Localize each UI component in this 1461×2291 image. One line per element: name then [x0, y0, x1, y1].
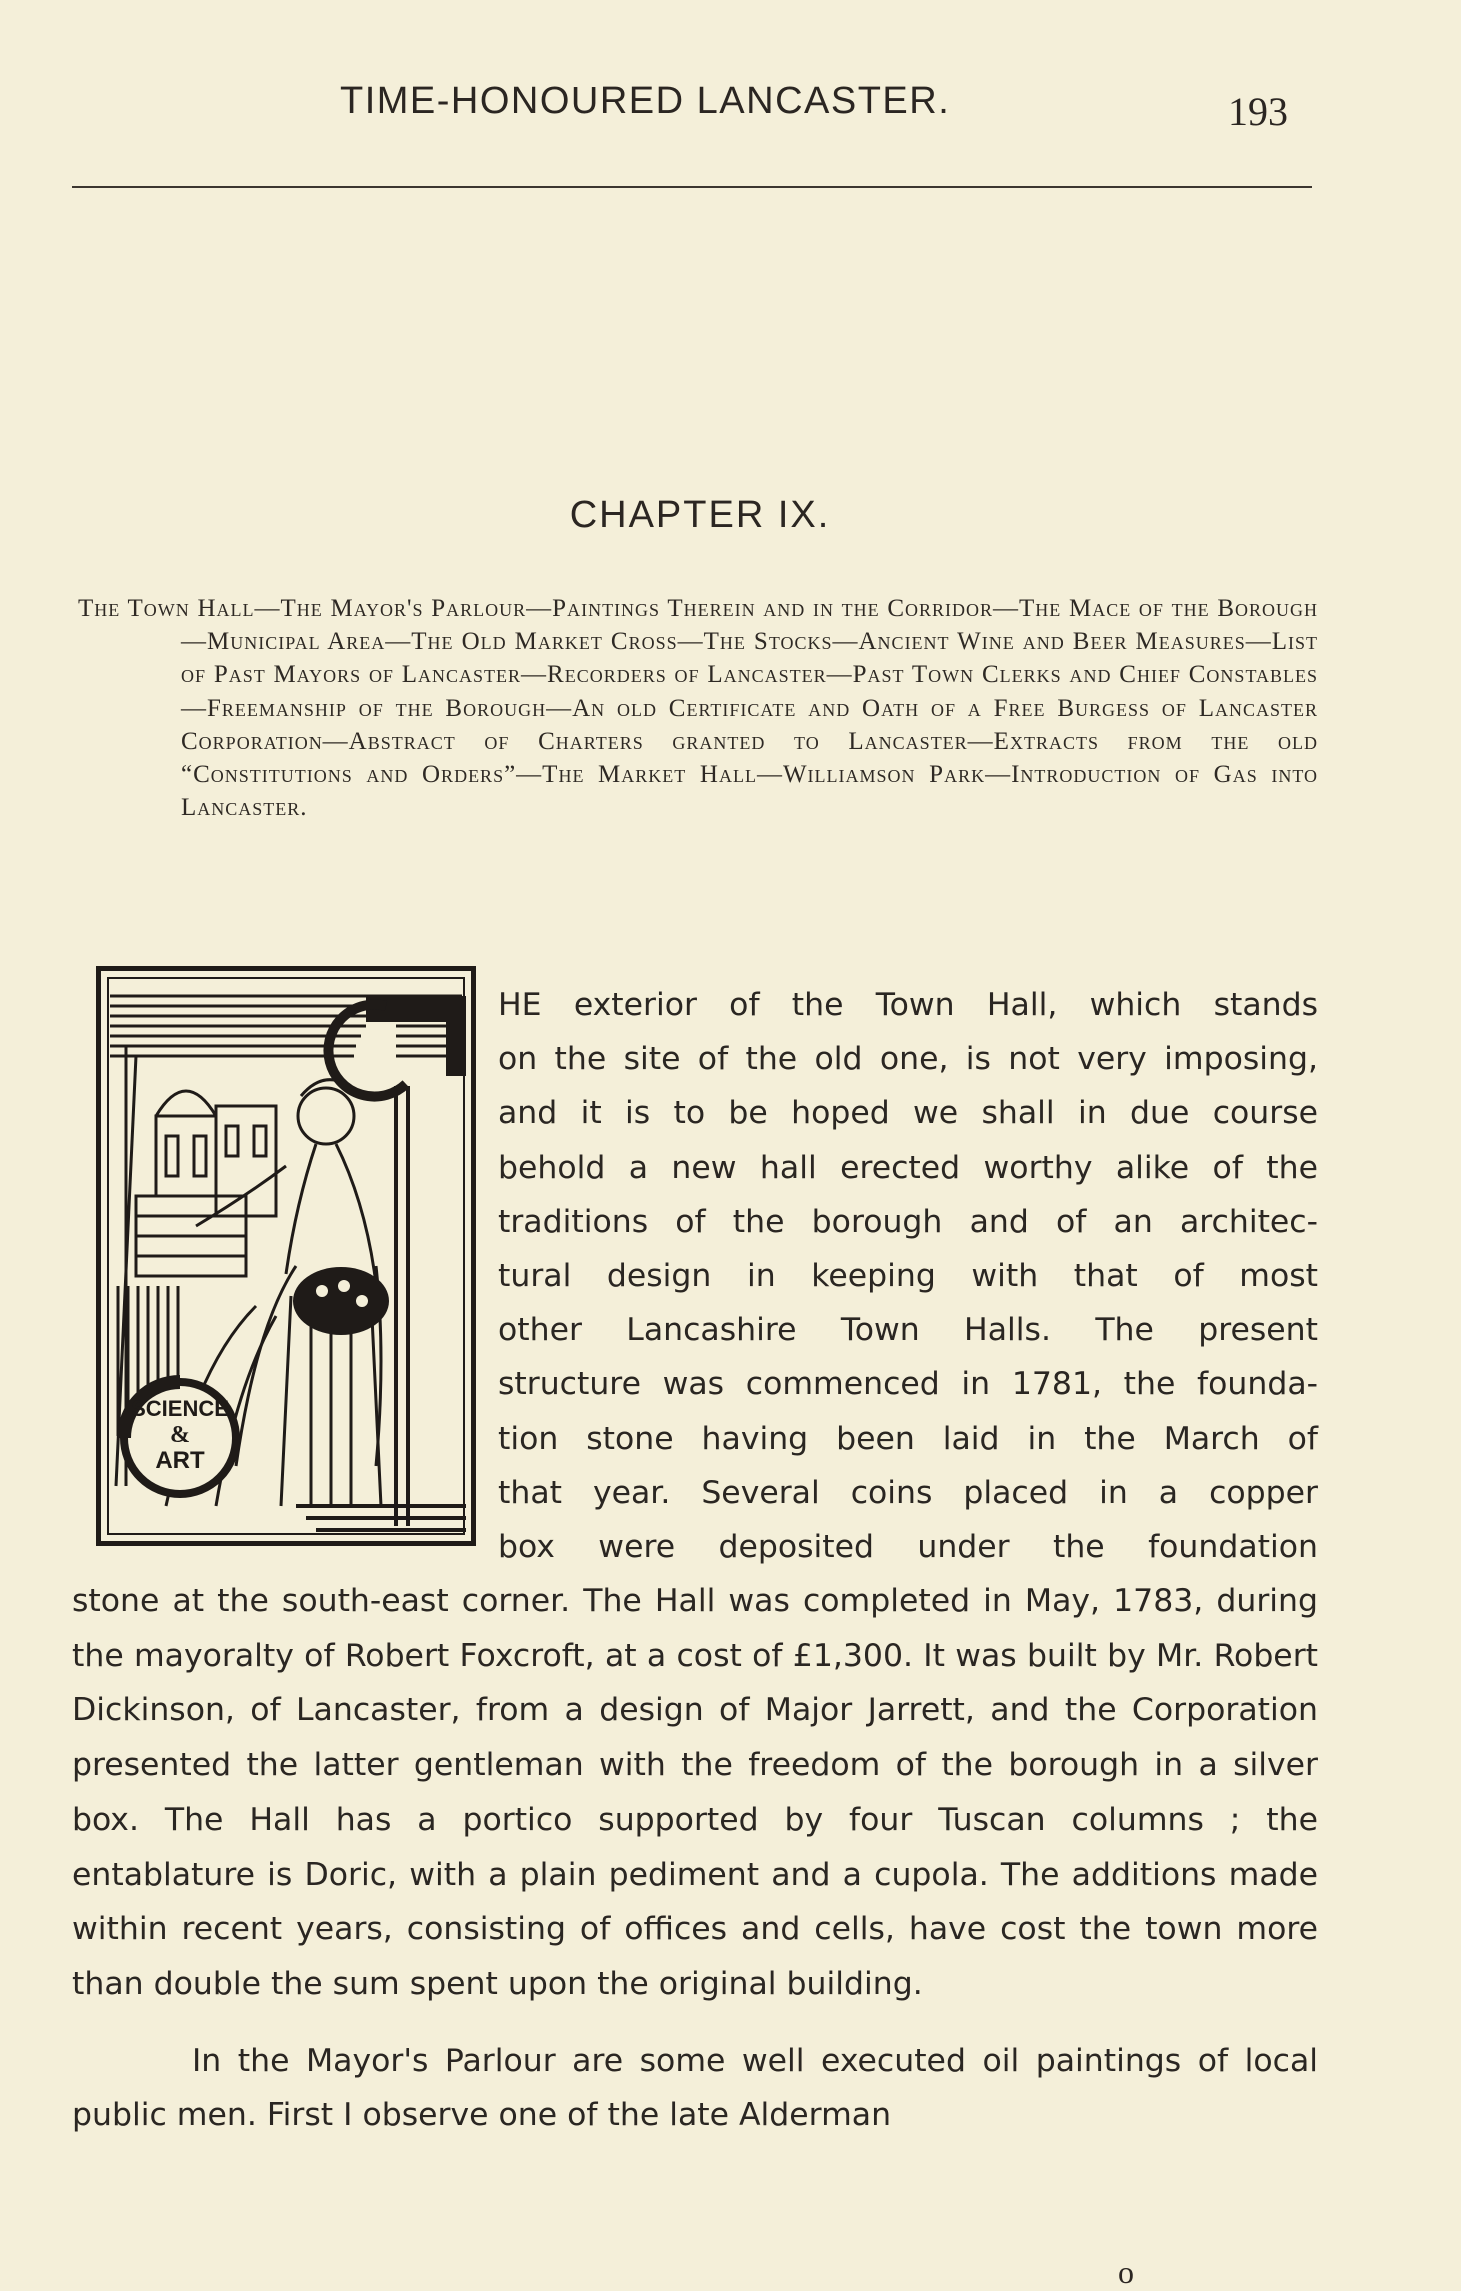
opening-line: tion stone having been laid in the March of — [498, 1420, 1318, 1457]
decorated-initial-image — [96, 966, 476, 1546]
opening-line: on the site of the old one, is not very imposing, — [498, 1041, 1318, 1078]
opening-line: box were deposited under the foundation — [498, 1529, 1318, 1566]
page-number: 193 — [1228, 89, 1288, 134]
paragraph-1-continuation: stone at the south-east corner. The Hall was completed in May, 1783, during the mayoralty of Robert Foxcroft, at a cost of £1,300. It was built by Mr. Robert Dickinson, of Lancaster, from a design of Major Jarrett, and the Corporation presented the latter gentleman with the freedom of the borough in a silver box. The Hall has a portico supported by four Tuscan columns ; the entablature is Doric, with a plain pediment and a cupola. The additions made within recent years, consisting of offices and cells, have cost the town more than double the sum spent upon the original building. — [72, 1583, 1318, 2002]
opening-lines — [498, 978, 1318, 1574]
opening-line: behold a new hall erected worthy alike of the — [498, 1149, 1318, 1186]
chapter-contents: The Town Hall—The Mayor's Parlour—Paintings Therein and in the Corridor—The Mace of the Borough—Municipal Area—The Old Market Cross—The Stocks—Ancient Wine and Beer Measures—List of Past Mayors of Lancaster—Recorders of Lancaster—Past Town Clerks and Chief Constables—Freemanship of the Borough—An old Certificate and Oath of a Free Burgess of Lancaster Corporation—Abstract of Charters granted to Lancaster—Extracts from the old “Constitutions and Orders”—The Market Hall—Williamson Park—Introduction of Gas into Lancaster. — [78, 595, 1318, 822]
opening-line: and it is to be hoped we shall in due course — [498, 1095, 1318, 1132]
page-header — [0, 80, 1461, 140]
running-title: TIME-HONOURED LANCASTER. — [340, 80, 951, 122]
opening-line: tural design in keeping with that of most — [498, 1258, 1318, 1295]
chapter-heading: CHAPTER IX. — [569, 494, 831, 536]
header-rule — [72, 186, 1312, 188]
opening-line: traditions of the borough and of an architec- — [498, 1203, 1318, 1240]
decorated-initial-illustration — [96, 966, 476, 1546]
emblem-text-1: SCIENCE — [131, 1396, 229, 1421]
signature-mark: o — [1118, 2254, 1134, 2290]
opening-line: structure was commenced in 1781, the founda- — [498, 1366, 1318, 1403]
opening-line: other Lancashire Town Halls. The present — [498, 1312, 1318, 1349]
emblem-text-3: ART — [155, 1447, 205, 1474]
opening-line: that year. Several coins placed in a copper — [498, 1474, 1318, 1511]
emblem-text-2: & — [170, 1422, 190, 1448]
opening-line: HE exterior of the Town Hall, which stands — [498, 987, 1318, 1023]
paragraph-2: In the Mayor's Parlour are some well executed oil paintings of local public men. First I observe one of the late Alderman — [72, 2042, 1318, 2134]
body-text — [72, 1574, 1318, 2143]
